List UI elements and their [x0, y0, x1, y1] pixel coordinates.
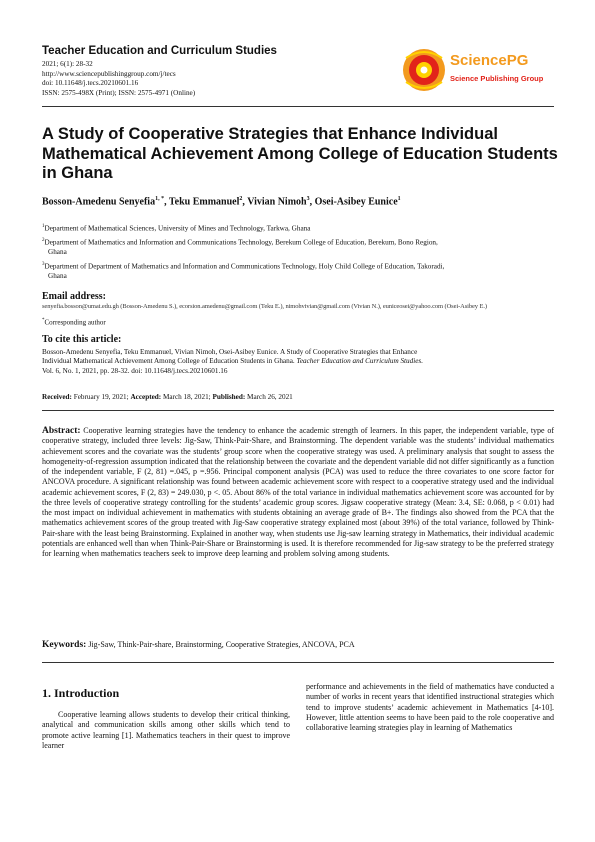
author-sup: 1	[397, 196, 401, 202]
keywords-label: Keywords:	[42, 640, 87, 650]
accepted-date: March 18, 2021;	[161, 393, 213, 401]
logo-name: SciencePG	[450, 52, 529, 69]
author-sup: 3	[306, 196, 310, 202]
journal-url: http://www.sciencepublishinggroup.com/j/tecs	[42, 69, 176, 78]
cite-heading: To cite this article:	[42, 334, 122, 345]
keywords-text: Jig-Saw, Think-Pair-share, Brainstorming, Cooperative Strategies, ANCOVA, PCA	[88, 640, 355, 649]
affiliation	[42, 260, 562, 281]
affiliation	[42, 236, 562, 257]
citation-line: Individual Mathematical Achievement Among College of Education Students in Ghana. Teacher Education and Curriculum Studies.	[42, 357, 424, 366]
affiliation-sup: 2	[42, 238, 45, 243]
citation	[42, 348, 554, 376]
author-name: Osei-Asibey Eunice	[314, 196, 398, 208]
citation-journal: Teacher Education and Curriculum Studies.	[296, 357, 424, 366]
introduction-right-column: performance and achievements in the field of mathematics have conducted a number of works in recent years that identified instructional strategies which tend to improve students’ academic achievement in Mathematics [4-10]. However, little attention seems to have been paid to the role cooperative and collaborative learning strategies play in learning of Mathematics	[306, 682, 554, 733]
affiliation-text: Department of Mathematics and Information and Communications Technology, Berekum College of Education, Berekum, Bono Region,	[44, 238, 438, 247]
email-heading: Email address:	[42, 291, 106, 302]
sciencepg-logo	[400, 44, 560, 96]
abstract-text: Cooperative learning strategies have the tendency to enhance the academic strength of learners. In this paper, the independent variable, type of cooperative strategy, included three levels: Jig-Saw, Think-Pair-Share, and Brainstorming. The dependent variable was the students’ individual mathematics achievement scores and the covariate was the students’ group score when the cooperative strategy was used. A preliminary analysis that sought to assess the homogeneity-of-regression assumption indicated that the relationship between the covariate and the dependent variable did not differ significantly as a function of the independent variable, F (2, 81) =.045, p =.956. Principal component analysis (PCA) was used to reduce the three covariates to one score factor for ANCOVA procedure. A significant relationship was found between academic achievement score with respect to a cooperative strategy used and the individual academic achievement scores, F (2, 83) = 249.030, p <. 05. About 86% of the total variance in individual mathematics achievement score was accounted for by the three levels of cooperative strategy controlling for the students’ academic group scores. Jigsaw cooperative strategy (Mean: 3.4, SE: 0.068, p < 0.01) had the most impact on individual achievement in mathematics with students obtaining an average grade of B+. The findings also showed from the PCA that the mathematics achievement scores of the group treated with Jig-Saw cooperative strategy explained most (about 39%) of the total variance, followed by Think-Pair-share with the least being Brainstorming. Explained in another way, when students use Jig-saw learning strategy in Mathematics, their individual academic potentials are enhanced well than when Think-Pair-Share or Brainstorming is used. It is therefore recommended for Jig-saw strategy to be the preferred strategy for learning when mathematics teachers seek to improve deep learning and problem solving among students.	[42, 426, 554, 558]
corresponding-text: Corresponding author	[44, 318, 106, 327]
article-dates	[42, 393, 293, 401]
journal-issn: ISSN: 2575-498X (Print); ISSN: 2575-4971 (Online)	[42, 88, 196, 97]
introduction-left-column: Cooperative learning allows students to develop their critical thinking, analytical and communication skills among other skills which tend to promote active learning [1]. Mathematics teachers in their quest to improve learner	[42, 710, 290, 750]
affiliation	[42, 222, 562, 234]
published-label: Published:	[212, 393, 246, 401]
affiliation-sup: 1	[42, 224, 45, 229]
abstract	[42, 426, 554, 559]
published-date: March 26, 2021	[245, 393, 293, 401]
author-name: Vivian Nimoh	[247, 196, 307, 208]
journal-issue: 2021; 6(1): 28-32	[42, 60, 93, 68]
affiliation-text: Department of Department of Mathematics and Information and Communications Technology, Holy Child College of Education, Takoradi,	[44, 262, 445, 271]
author-name: Bosson-Amedenu Senyefia	[42, 196, 156, 208]
corresponding-mark: *	[42, 318, 45, 323]
abstract-label: Abstract:	[42, 426, 81, 436]
corresponding-note	[42, 318, 106, 326]
keywords-divider	[42, 662, 554, 663]
logo-subtitle: Science Publishing Group	[450, 74, 544, 83]
journal-title: Teacher Education and Curriculum Studies	[42, 45, 277, 57]
journal-doi: doi: 10.11648/j.tecs.20210601.16	[42, 79, 139, 87]
author-list: Bosson-Amedenu Senyefia$^{1, *}$, Teku Emmanuel$^2$, Vivian Nimoh$^3$, Osei-Asibey Eunice$^1$	[42, 196, 401, 208]
received-label: Received:	[42, 393, 72, 401]
author-name: Teku Emmanuel	[168, 196, 240, 208]
header-divider	[42, 106, 554, 107]
author-sup: 1, *	[155, 196, 165, 202]
accepted-label: Accepted:	[130, 393, 162, 401]
abstract-divider	[42, 410, 554, 411]
affiliation-text-cont: Ghana	[48, 247, 67, 256]
citation-line: Bosson-Amedenu Senyefia, Teku Emmanuel, Vivian Nimoh, Osei-Asibey Eunice. A Study of Cooperative Strategies that Enhance	[42, 348, 418, 356]
author-sup: 2	[239, 196, 243, 202]
paper-title: A Study of Cooperative Strategies that Enhance Individual Mathematical Achievement Among College of Education Students in Ghana	[42, 125, 558, 182]
introduction-heading: 1. Introduction	[42, 686, 120, 700]
affiliation-text-cont: Ghana	[48, 271, 67, 280]
affiliation-text: Department of Mathematical Sciences, University of Mines and Technology, Tarkwa, Ghana	[44, 224, 311, 233]
email-addresses: senyefia.bosson@umat.edu.gh (Bosson-Amedenu S.), ecorsion.amedenu@gmail.com (Teku E.), nimohvivian@gmail.com (Vivian N.), euniceosei@yahoo.com (Osei-Asibey E.)	[42, 303, 487, 310]
keywords	[42, 640, 554, 650]
affiliation-sup: 3	[42, 262, 45, 267]
citation-line: Vol. 6, No. 1, 2021, pp. 28-32. doi: 10.11648/j.tecs.20210601.16	[42, 366, 228, 375]
received-date: February 19, 2021;	[71, 393, 131, 401]
